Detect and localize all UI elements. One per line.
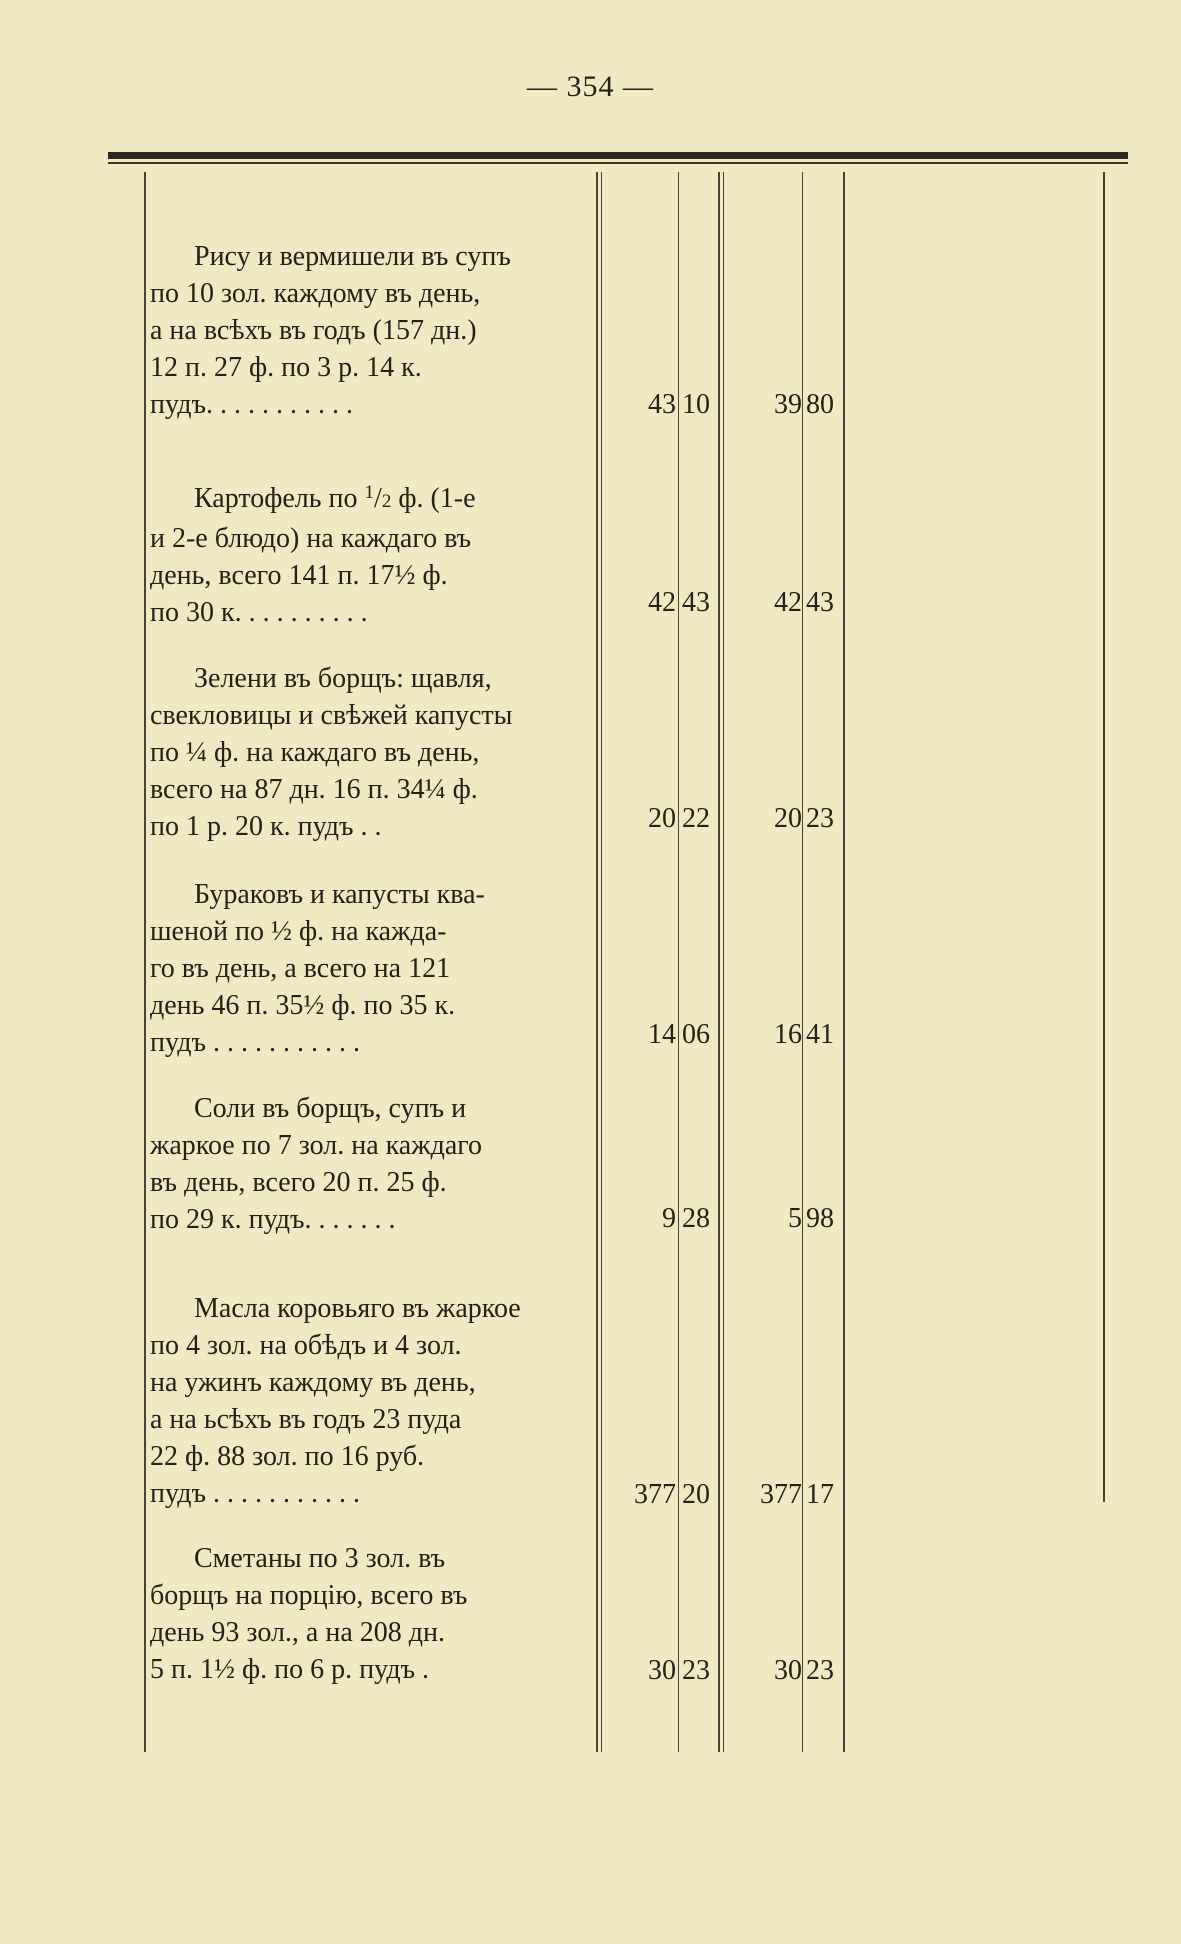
amount-rubles-2: 5 (788, 1203, 802, 1234)
entry-line: день 93 зол., а на 208 дн. (150, 1617, 445, 1648)
entry-line: день 46 п. 35½ ф. по 35 к. (150, 990, 456, 1021)
entry-line: 22 ф. 88 зол. по 16 руб. (150, 1441, 425, 1472)
entry-line: пудъ . . . . . . . . . . . (150, 1478, 360, 1509)
amount-kopecks-2: 23 (806, 1655, 834, 1686)
entry-line: го въ день, а всего на 121 (150, 953, 451, 984)
table-row (150, 238, 570, 423)
table-row (150, 474, 570, 631)
entry-line: свекловицы и свѣжей капусты (150, 700, 513, 731)
entry-line: всего на 87 дн. 16 п. 34¼ ф. (150, 774, 478, 805)
entry-line: борщъ на порцію, всего въ (150, 1580, 468, 1611)
table-left-border (144, 172, 146, 1752)
amount-kopecks-1: 20 (682, 1479, 710, 1510)
entry-line: 12 п. 27 ф. по 3 р. 14 к. (150, 352, 422, 383)
entry-line: жаркое по 7 зол. на каждаго (150, 1130, 483, 1161)
amount-rubles-1: 30 (648, 1655, 676, 1686)
amount-kopecks-1: 22 (682, 803, 710, 834)
entry-line: день, всего 141 п. 17½ ф. (150, 560, 448, 591)
column-divider-kop1 (678, 172, 679, 1752)
entry-line: шеной по ½ ф. на кажда- (150, 916, 447, 947)
entry-line: по 4 зол. на обѣдъ и 4 зол. (150, 1330, 462, 1361)
amount-kopecks-2: 98 (806, 1203, 834, 1234)
entry-line: на ужинъ каждому въ день, (150, 1367, 476, 1398)
amount-rubles-2: 16 (774, 1019, 802, 1050)
entry-line: и 2-е блюдо) на каждаго въ (150, 523, 472, 554)
amount-rubles-1: 9 (662, 1203, 676, 1234)
amount-rubles-1: 43 (648, 389, 676, 420)
entry-line: въ день, всего 20 п. 25 ф. (150, 1167, 447, 1198)
amount-rubles-1: 14 (648, 1019, 676, 1050)
entry-line: Рису и вермишели въ супъ (194, 241, 511, 272)
amount-rubles-2: 30 (774, 1655, 802, 1686)
amount-kopecks-2: 17 (806, 1479, 834, 1510)
entry-line: а на всѣхъ въ годъ (157 дн.) (150, 315, 477, 346)
amount-rubles-2: 39 (774, 389, 802, 420)
amount-kopecks-2: 41 (806, 1019, 834, 1050)
amount-kopecks-1: 23 (682, 1655, 710, 1686)
amount-rubles-1: 20 (648, 803, 676, 834)
amount-kopecks-1: 06 (682, 1019, 710, 1050)
entry-line: 5 п. 1½ ф. по 6 р. пудъ . (150, 1654, 430, 1685)
amount-kopecks-2: 80 (806, 389, 834, 420)
page-number: — 354 — (527, 70, 654, 103)
table-row (150, 1090, 570, 1238)
amount-rubles-2: 377 (760, 1479, 802, 1510)
entry-line: пудъ. . . . . . . . . . . (150, 389, 353, 420)
entry-line: Картофель по $^1$/2 ф. (1-е (194, 482, 476, 514)
table-row (150, 1540, 570, 1688)
amount-kopecks-1: 43 (682, 587, 710, 618)
entry-line: пудъ . . . . . . . . . . . (150, 1027, 360, 1058)
table-row (150, 660, 570, 845)
entry-line: по 10 зол. каждому въ день, (150, 278, 481, 309)
header-rule-thick (108, 152, 1128, 159)
entry-line: Зелени въ борщъ: щавля, (194, 663, 492, 694)
table-right-border (1103, 172, 1105, 1502)
amount-rubles-2: 42 (774, 587, 802, 618)
entry-line: по 1 р. 20 к. пудъ . . (150, 811, 382, 842)
amount-rubles-1: 377 (634, 1479, 676, 1510)
table-row (150, 876, 570, 1061)
amount-kopecks-2: 23 (806, 803, 834, 834)
entry-line: Бураковъ и капусты ква- (194, 879, 485, 910)
fraction: 1 (364, 482, 375, 503)
amount-kopecks-2: 43 (806, 587, 834, 618)
entry-line: по 30 к. . . . . . . . . . (150, 597, 368, 628)
amount-rubles-1: 42 (648, 587, 676, 618)
amount-kopecks-1: 28 (682, 1203, 710, 1234)
entry-line: а на ьсѣхъ въ годъ 23 пуда (150, 1404, 462, 1435)
amount-rubles-2: 20 (774, 803, 802, 834)
entry-line: по ¼ ф. на каждаго въ день, (150, 737, 480, 768)
column-divider-kop2 (802, 172, 803, 1752)
entry-line: Сметаны по 3 зол. въ (194, 1543, 446, 1574)
header-rule-thin (108, 162, 1128, 164)
amount-kopecks-1: 10 (682, 389, 710, 420)
entry-line: Соли въ борщъ, супъ и (194, 1093, 467, 1124)
entry-line: Масла коровьяго въ жаркое (194, 1293, 521, 1324)
entry-line: по 29 к. пудъ. . . . . . . (150, 1204, 396, 1235)
table-row (150, 1290, 570, 1512)
